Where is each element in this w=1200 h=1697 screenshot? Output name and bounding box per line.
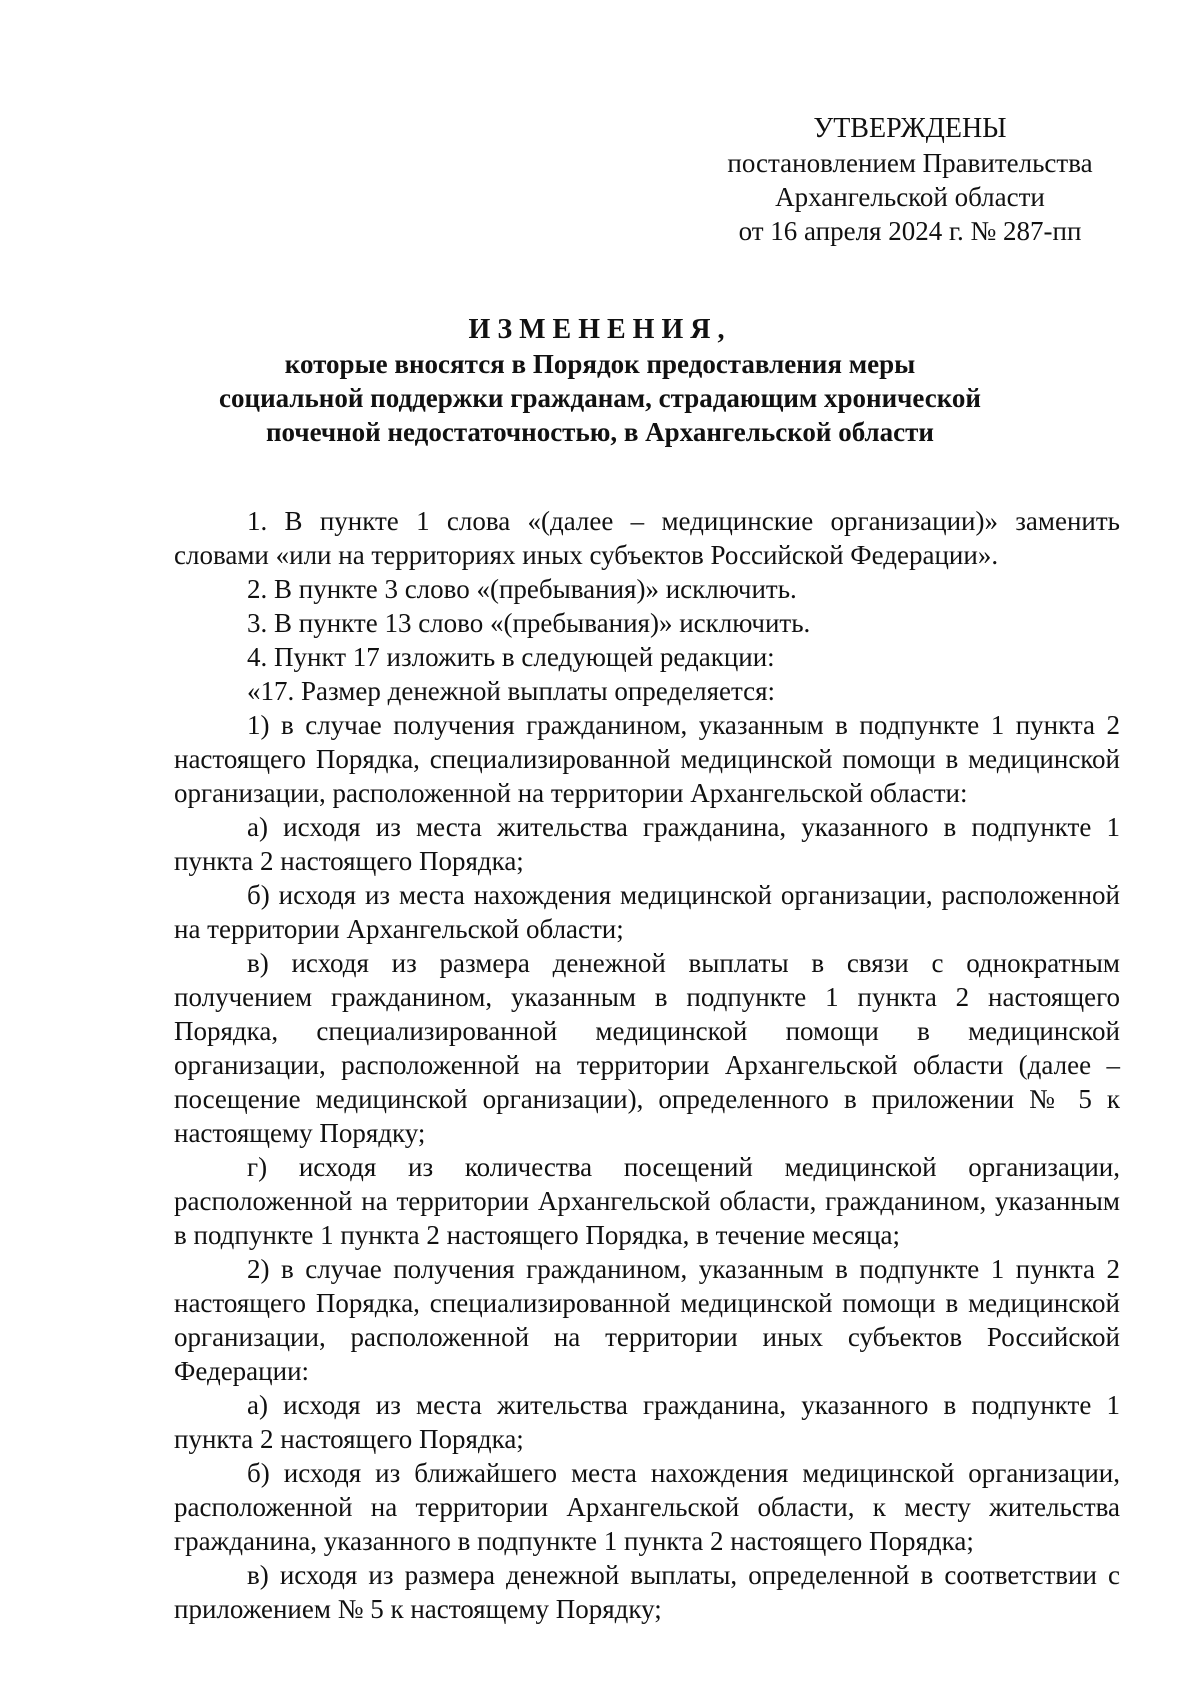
paragraph: в) исходя из размера денежной выплаты в связи с однократным получением гражданином, указанным в подпункте 1 пункта 2 настоящего Порядка, специализированной медицинской помощи в медицинской организации, расположенной на территории Архангельской области (далее – посещение медицинской организации), определенного в приложении № 5 к настоящему Порядку; [174,948,1120,1148]
paragraph: «17. Размер денежной выплаты определяется: [247,676,776,706]
title-line-1: которые вносятся в Порядок предоставления меры [284,349,916,379]
paragraph: в) исходя из размера денежной выплаты, определенной в соответствии с приложением № 5 к настоящему Порядку; [174,1560,1120,1624]
paragraph: 2) в случае получения гражданином, указанным в подпункте 1 пункта 2 настоящего Порядка, специализированной медицинской помощи в медицинской организации, расположенной на территории иных субъектов Российской Федерации: [174,1254,1120,1386]
approval-date-number: от 16 апреля 2024 г. № 287-пп [738,216,1082,246]
paragraph: а) исходя из места жительства гражданина, указанного в подпункте 1 пункта 2 настоящего Порядка; [174,812,1120,876]
paragraph: 4. Пункт 17 изложить в следующей редакции: [247,642,775,672]
paragraph: 1. В пункте 1 слова «(далее – медицинские организации)» заменить словами «или на территориях иных субъектов Российской Федерации». [174,506,1120,570]
title-heading: ИЗМЕНЕНИЯ, [468,314,732,345]
title-line-3: почечной недостаточностью, в Архангельской области [266,417,934,447]
paragraph: 1) в случае получения гражданином, указанным в подпункте 1 пункта 2 настоящего Порядка, специализированной медицинской помощи в медицинской организации, расположенной на территории Архангельской области: [174,710,1120,808]
paragraph: а) исходя из места жительства гражданина, указанного в подпункте 1 пункта 2 настоящего Порядка; [174,1390,1120,1454]
document-body [174,504,1120,1626]
approval-title: УТВЕРЖДЕНЫ [813,113,1007,144]
paragraph: б) исходя из ближайшего места нахождения медицинской организации, расположенной на территории Архангельской области, к месту жительства гражданина, указанного в подпункте 1 пункта 2 настоящего Порядка; [174,1458,1120,1556]
paragraph: 3. В пункте 13 слово «(пребывания)» исключить. [247,608,811,638]
title-line-2: социальной поддержки гражданам, страдающим хронической [219,383,981,413]
paragraph: 2. В пункте 3 слово «(пребывания)» исключить. [247,574,797,604]
approval-authority: постановлением Правительства [727,148,1093,178]
document-title [150,313,1050,449]
paragraph: б) исходя из места нахождения медицинской организации, расположенной на территории Архангельской области; [174,880,1120,944]
approval-region: Архангельской области [775,182,1045,212]
approval-stamp [700,112,1120,248]
paragraph: г) исходя из количества посещений медицинской организации, расположенной на территории Архангельской области, гражданином, указанным в подпункте 1 пункта 2 настоящего Порядка, в течение месяца; [174,1152,1120,1250]
